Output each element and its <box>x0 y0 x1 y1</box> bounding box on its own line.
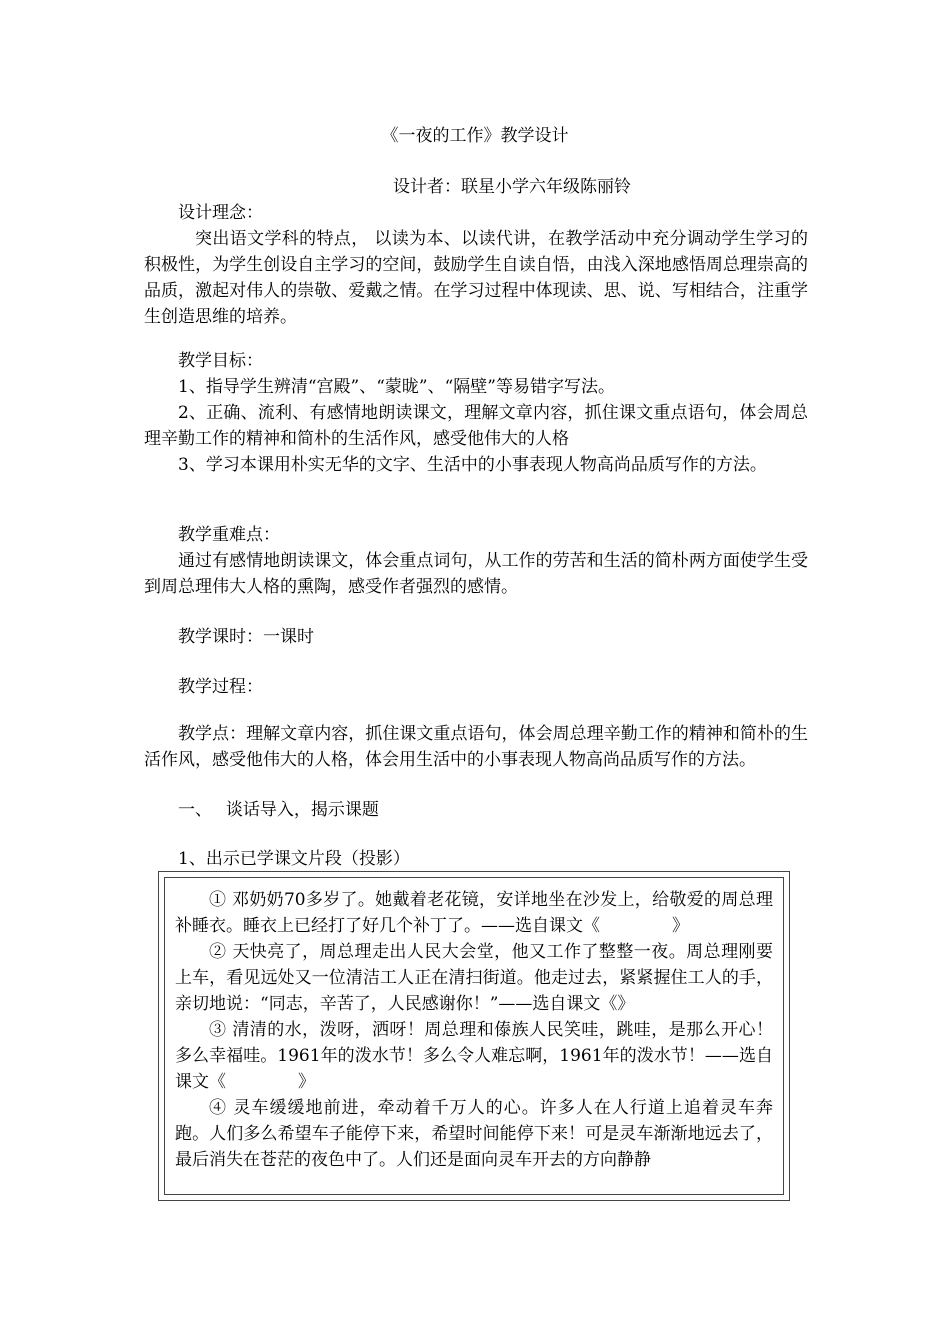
excerpt-text: ② 天快亮了，周总理走出人民大会堂，他又工作了整整一夜。周总理刚要上车，看见远处又一位清洁工人正在清扫街道。他走过去，紧紧握住工人的手，亲切地说：“同志，辛苦了，人民感谢你！”——选自课文《 <box>175 942 773 1014</box>
excerpt-item-2 <box>165 939 783 1017</box>
excerpt-item-3 <box>165 1017 783 1095</box>
process-heading: 教学过程： <box>178 677 263 697</box>
excerpt-text: ④ 灵车缓缓地前进，牵动着千万人的心。许多人在人行道上追着灵车奔跑。人们多么希望车子能停下来，希望时间能停下来！可是灵车渐渐地远去了，最后消失在苍茫的夜色中了。人们还是面向灵车开去的方向静静 <box>175 1098 773 1170</box>
excerpt-box-inner <box>164 877 784 1195</box>
excerpt-close: 》 <box>617 994 635 1014</box>
objective-item-2: 2、正确、流利、有感情地朗读课文，理解文章内容，抓住课文重点语句，体会周总理辛勤工作的精神和简朴的生活作风，感受他伟大的人格 <box>144 403 808 449</box>
section-one-heading: 一、 谈话导入，揭示课题 <box>178 800 379 820</box>
objectives-heading: 教学目标： <box>178 351 263 371</box>
excerpt-close: 》 <box>672 916 689 936</box>
excerpt-item-1 <box>165 887 783 939</box>
objective-item-1: 1、指导学生辨清“宫殿”、“蒙昽”、“隔壁”等易错字写法。 <box>178 377 615 397</box>
excerpt-item-4 <box>165 1095 783 1173</box>
excerpt-box <box>158 871 790 1201</box>
excerpt-list <box>165 887 783 1173</box>
key-points-heading: 教学重难点： <box>178 525 280 545</box>
teaching-point: 教学点：理解文章内容，抓住课文重点语句，体会周总理辛勤工作的精神和简朴的生活作风，感受他伟大的人格，体会用生活中的小事表现人物高尚品质写作的方法。 <box>144 724 808 770</box>
objective-item-3: 3、学习本课用朴实无华的文字、生活中的小事表现人物高尚品质写作的方法。 <box>178 455 767 475</box>
excerpt-close: 》 <box>298 1072 315 1092</box>
step-one: 1、出示已学课文片段（投影） <box>178 849 410 869</box>
design-concept-heading: 设计理念： <box>178 203 263 223</box>
class-hours: 教学课时：一课时 <box>178 627 314 647</box>
document-title: 《一夜的工作》教学设计 <box>381 126 569 146</box>
excerpt-text: ① 邓奶奶70多岁了。她戴着老花镜，安详地坐在沙发上，给敬爱的周总理补睡衣。睡衣上已经打了好几个补丁了。——选自课文《 <box>175 890 773 936</box>
design-concept-body: 突出语文学科的特点， 以读为本、以读代讲，在教学活动中充分调动学生学习的积极性，为学生创设自主学习的空间，鼓励学生自读自悟，由浅入深地感悟周总理崇高的品质，激起对伟人的崇敬、爱戴之情。在学习过程中体现读、思、说、写相结合，注重学生创造思维的培养。 <box>144 229 808 327</box>
excerpt-text: ③ 清清的水，泼呀，洒呀！周总理和傣族人民笑哇，跳哇，是那么开心！多么幸福哇。1961年的泼水节！多么令人难忘啊，1961年的泼水节！——选自课文《 <box>175 1020 773 1092</box>
author-line: 设计者：联星小学六年级陈丽铃 <box>393 177 631 197</box>
key-points-body: 通过有感情地朗读课文，体会重点词句，从工作的劳苦和生活的简朴两方面使学生受到周总理伟大人格的熏陶，感受作者强烈的感情。 <box>144 551 808 597</box>
